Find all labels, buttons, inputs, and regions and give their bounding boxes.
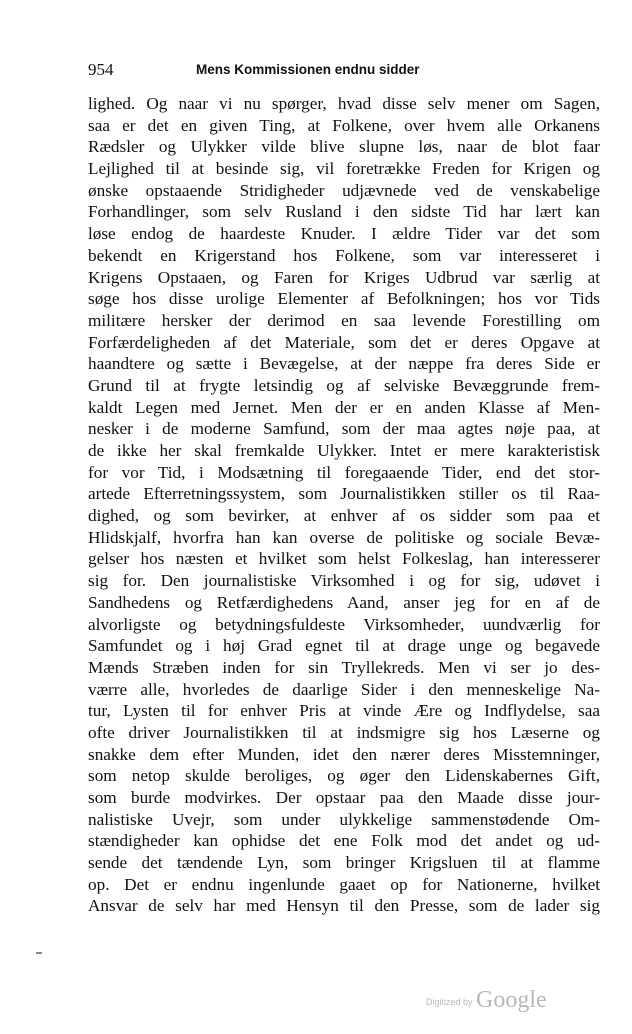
text-line: løse endog de haardeste Knuder. I ældre Tider var det som bbox=[88, 224, 600, 244]
body-text bbox=[88, 93, 600, 917]
text-line: bekendt en Krigerstand hos Folkene, som var interesseret i bbox=[88, 245, 600, 265]
text-line: kaldt Legen med Jernet. Men der er en anden Klasse af Men- bbox=[88, 397, 600, 417]
text-line: Rædsler og Ulykker vilde blive slupne løs, naar de blot faar bbox=[88, 137, 600, 157]
text-line: dighed, og som bevirker, at enhver af os sidder som paa et bbox=[88, 506, 600, 526]
text-line: Samfundet og i høj Grad egnet til at drage unge og begavede bbox=[88, 636, 600, 656]
running-title: Mens Kommissionen endnu sidder bbox=[196, 62, 420, 77]
text-line: værre alle, hvorledes de daarlige Sider i den menneskelige Na- bbox=[88, 679, 600, 699]
text-line: Forhandlinger, som selv Rusland i den sidste Tid har lært kan bbox=[88, 202, 600, 222]
text-line: de ikke her skal fremkalde Ulykker. Intet er mere karakteristisk bbox=[88, 441, 600, 460]
digitized-watermark bbox=[420, 986, 560, 1014]
text-line: stændigheder kan ophidse det ene Folk mod det andet og ud- bbox=[88, 831, 600, 851]
text-line: søge hos disse urolige Elementer af Befolkningen; hos vor Tids bbox=[88, 289, 600, 309]
text-line: tur, Lysten til for enhver Pris at vinde Ære og Indflydelse, saa bbox=[88, 701, 600, 721]
text-line: gelser hos næsten et hvilket som helst Folkeslag, han interesserer bbox=[88, 549, 600, 569]
text-line: op. Det er endnu ingenlunde gaaet op for Nationerne, hvilket bbox=[88, 874, 600, 894]
text-line: Grund til at frygte letsindig og af selviske Bevæggrunde frem- bbox=[88, 375, 600, 395]
text-line: som netop skulde beroliges, og øger den Lidenskabernes Gift, bbox=[88, 766, 600, 786]
google-logo: Google bbox=[476, 987, 547, 1013]
text-line: ønske opstaaende Stridigheder udjævnede ved de venskabelige bbox=[88, 180, 600, 200]
text-line: saa er det en given Ting, at Folkene, over hvem alle Orkanens bbox=[88, 115, 600, 135]
text-line: alvorligste og betydningsfuldeste Virksomheder, uundværlig for bbox=[88, 614, 600, 634]
text-line: sig for. Den journalistiske Virksomhed i og for sig, udøvet i bbox=[88, 571, 600, 591]
text-line: nalistiske Uvejr, som under ulykkelige sammenstødende Om- bbox=[88, 809, 600, 829]
text-line: lighed. Og naar vi nu spørger, hvad disse selv mener om Sagen, bbox=[88, 94, 600, 113]
text-line: for vor Tid, i Modsætning til foregaaende Tider, end det stor- bbox=[88, 462, 600, 482]
text-line: militære hersker der derimod en saa levende Forestilling om bbox=[88, 310, 600, 330]
text-line: artede Efterretningssystem, som Journalistikken stiller os til Raa- bbox=[88, 484, 600, 504]
page-header bbox=[88, 58, 600, 82]
text-line: sende det tændende Lyn, som bringer Krigsluen til at flamme bbox=[88, 853, 600, 873]
text-line: Hlidskjalf, hvorfra han kan overse de politiske og sociale Bevæ- bbox=[88, 527, 600, 547]
text-line: Ansvar de selv har med Hensyn til den Presse, som de lader sig bbox=[88, 896, 600, 916]
text-line: Sandhedens og Retfærdighedens Aand, anser jeg for en af de bbox=[88, 592, 600, 612]
text-line: Mænds Stræben inden for sin Tryllekreds. Men vi ser jo des- bbox=[88, 657, 600, 677]
text-line: nesker i de moderne Samfund, som der maa agtes nøje paa, at bbox=[88, 419, 600, 439]
text-line: som burde modvirkes. Der opstaar paa den Maade disse jour- bbox=[88, 788, 600, 807]
text-line: haandtere og sætte i Bevægelse, at der næppe fra deres Side er bbox=[88, 354, 600, 374]
watermark-prefix: Digitized by bbox=[426, 997, 473, 1007]
text-line: Forfærdeligheden af det Materiale, som det er deres Opgave at bbox=[88, 332, 600, 352]
scan-speck bbox=[36, 952, 42, 954]
text-line: Krigens Opstaaen, og Faren for Kriges Udbrud var særlig at bbox=[88, 267, 600, 287]
text-line: snakke dem efter Munden, idet den nærer deres Misstemninger, bbox=[88, 744, 600, 764]
text-line: Lejlighed til at besinde sig, vil foretrække Freden for Krigen og bbox=[88, 159, 600, 179]
text-line: ofte driver Journalistikken til at indsmigre sig hos Læserne og bbox=[88, 722, 600, 742]
page-number: 954 bbox=[88, 60, 114, 79]
